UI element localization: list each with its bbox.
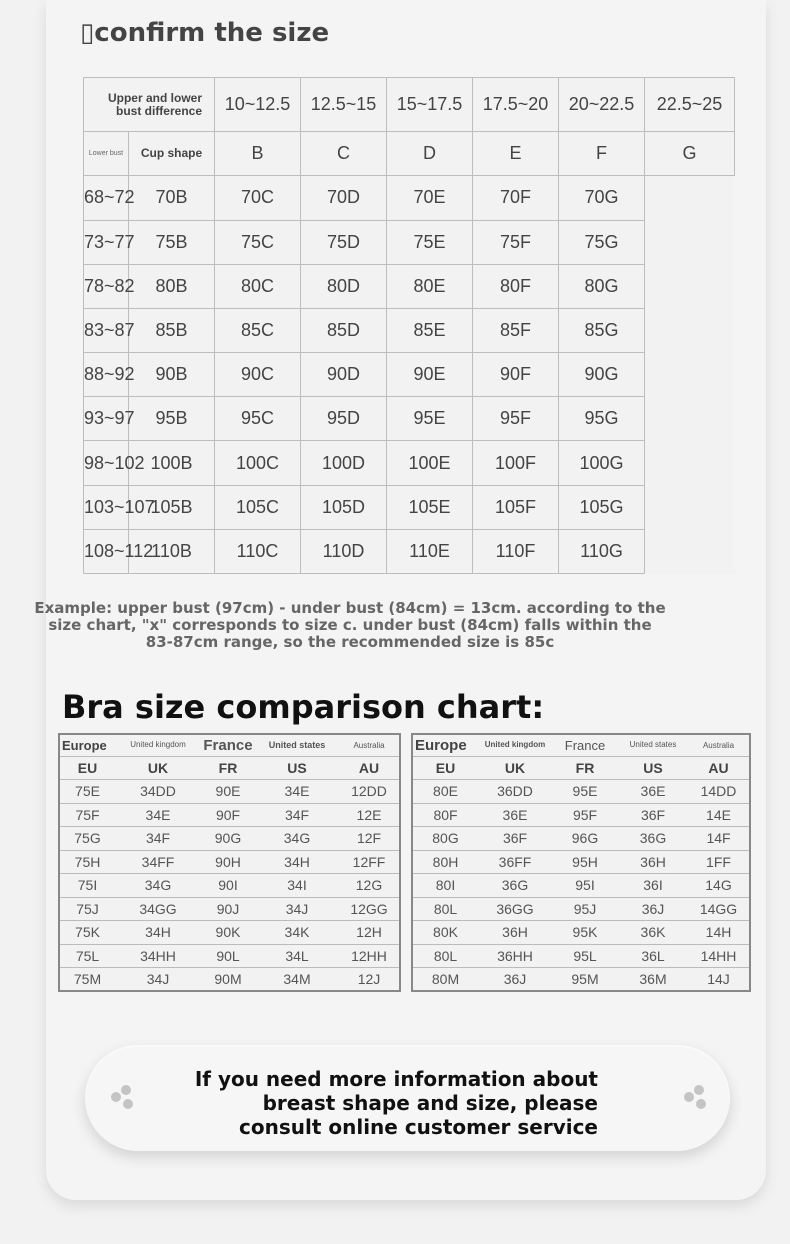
size-chart-table [83, 77, 735, 574]
comparison-cell: 12H [339, 921, 400, 945]
comparison-cell: 36G [618, 827, 688, 851]
comparison-row [412, 803, 750, 827]
comparison-table-left [58, 733, 401, 992]
country-header: United states [255, 734, 339, 756]
size-cell: 75C [215, 220, 301, 264]
comparison-cell: 12FF [339, 850, 400, 874]
comparison-cell: 34G [115, 874, 201, 898]
comparison-cell: 36FF [478, 850, 552, 874]
comparison-cell: 90K [201, 921, 255, 945]
size-cell: 100C [215, 441, 301, 485]
comparison-cell: 95K [552, 921, 618, 945]
service-line: breast shape and size, please [262, 1091, 598, 1115]
code-header: US [255, 756, 339, 780]
comparison-cell: 34H [115, 921, 201, 945]
comparison-cell: 36HH [478, 944, 552, 968]
comparison-cell: 14J [688, 968, 750, 992]
comparison-cell: 36F [478, 827, 552, 851]
comparison-cell: 34FF [115, 850, 201, 874]
comparison-cell: 36E [478, 803, 552, 827]
comparison-cell: 36L [618, 944, 688, 968]
comparison-cell: 90J [201, 897, 255, 921]
size-cell: 100G [559, 441, 645, 485]
comparison-cell: 14DD [688, 780, 750, 804]
size-cell: 110D [301, 529, 387, 573]
lower-bust-range: 68~72 [84, 176, 129, 220]
example-line: size chart, "x" corresponds to size c. under bust (84cm) falls within the [48, 616, 652, 634]
country-header: Europe [59, 734, 115, 756]
comparison-cell: 34K [255, 921, 339, 945]
comparison-row [59, 874, 400, 898]
comparison-cell: 36H [478, 921, 552, 945]
size-cell: 90G [559, 353, 645, 397]
size-cell: 95B [129, 397, 215, 441]
comparison-cell: 12F [339, 827, 400, 851]
comparison-row [412, 944, 750, 968]
size-cell: 70D [301, 176, 387, 220]
comparison-cell: 36G [478, 874, 552, 898]
lower-bust-label: Lower bust [84, 132, 129, 176]
size-row [84, 176, 735, 220]
comparison-cell: 14E [688, 803, 750, 827]
comparison-cell: 34HH [115, 944, 201, 968]
lower-bust-range: 78~82 [84, 264, 129, 308]
country-header-row [59, 734, 400, 756]
diff-range: 15~17.5 [387, 78, 473, 132]
cup-letter: G [645, 132, 735, 176]
comparison-cell: 14G [688, 874, 750, 898]
code-header-row [412, 756, 750, 780]
size-row [84, 485, 735, 529]
comparison-cell: 75K [59, 921, 115, 945]
cup-letter: D [387, 132, 473, 176]
comparison-cell: 36H [618, 850, 688, 874]
cup-letter: C [301, 132, 387, 176]
size-cell: 110G [559, 529, 645, 573]
comparison-cell: 36K [618, 921, 688, 945]
size-cell: 75D [301, 220, 387, 264]
comparison-cell: 75M [59, 968, 115, 992]
size-cell: 100E [387, 441, 473, 485]
comparison-cell: 95L [552, 944, 618, 968]
page-title: ▯confirm the size [80, 18, 330, 48]
country-header: United kingdom [115, 734, 201, 756]
diff-range: 20~22.5 [559, 78, 645, 132]
diff-range: 17.5~20 [473, 78, 559, 132]
comparison-cell: 36GG [478, 897, 552, 921]
comparison-row [412, 921, 750, 945]
code-header: AU [339, 756, 400, 780]
comparison-row [412, 780, 750, 804]
size-cell: 105B [129, 485, 215, 529]
comparison-cell: 36E [618, 780, 688, 804]
comparison-cell: 80G [412, 827, 478, 851]
lower-bust-range: 83~87 [84, 308, 129, 352]
comparison-cell: 80E [412, 780, 478, 804]
size-cell: 95E [387, 397, 473, 441]
size-cell: 80D [301, 264, 387, 308]
size-cell: 90E [387, 353, 473, 397]
country-header: Australia [688, 734, 750, 756]
cup-letter: F [559, 132, 645, 176]
comparison-cell: 12E [339, 803, 400, 827]
comparison-row [412, 968, 750, 992]
comparison-cell: 36I [618, 874, 688, 898]
size-row [84, 397, 735, 441]
code-header: EU [59, 756, 115, 780]
size-cell: 90F [473, 353, 559, 397]
comparison-cell: 34F [255, 803, 339, 827]
example-text [30, 600, 670, 651]
size-cell: 80B [129, 264, 215, 308]
comparison-cell: 34E [115, 803, 201, 827]
comparison-cell: 34G [255, 827, 339, 851]
size-cell: 70E [387, 176, 473, 220]
lower-bust-range: 93~97 [84, 397, 129, 441]
comparison-cell: 12GG [339, 897, 400, 921]
cup-letter: E [473, 132, 559, 176]
comparison-cell: 34J [115, 968, 201, 992]
comparison-cell: 95I [552, 874, 618, 898]
size-cell: 85B [129, 308, 215, 352]
size-cell: 85G [559, 308, 645, 352]
comparison-cell: 90L [201, 944, 255, 968]
service-text [195, 1067, 598, 1139]
comparison-cell: 34GG [115, 897, 201, 921]
code-header: UK [115, 756, 201, 780]
comparison-cell: 1FF [688, 850, 750, 874]
size-cell: 85C [215, 308, 301, 352]
comparison-cell: 80I [412, 874, 478, 898]
comparison-cell: 90G [201, 827, 255, 851]
comparison-cell: 36J [618, 897, 688, 921]
size-cell: 75E [387, 220, 473, 264]
comparison-cell: 34I [255, 874, 339, 898]
size-cell: 100B [129, 441, 215, 485]
comparison-cell: 90I [201, 874, 255, 898]
comparison-cell: 90H [201, 850, 255, 874]
comparison-cell: 12DD [339, 780, 400, 804]
lower-bust-range: 73~77 [84, 220, 129, 264]
comparison-table-right [411, 733, 751, 992]
diff-header-row [84, 78, 735, 132]
comparison-row [59, 944, 400, 968]
comparison-cell: 75L [59, 944, 115, 968]
code-header: EU [412, 756, 478, 780]
comparison-cell: 90M [201, 968, 255, 992]
customer-service-banner[interactable] [85, 1045, 730, 1151]
comparison-cell: 14H [688, 921, 750, 945]
comparison-row [59, 968, 400, 992]
comparison-cell: 75I [59, 874, 115, 898]
service-line: consult online customer service [239, 1115, 598, 1139]
comparison-cell: 95H [552, 850, 618, 874]
size-cell: 85D [301, 308, 387, 352]
size-row [84, 264, 735, 308]
size-cell: 95D [301, 397, 387, 441]
example-line: Example: upper bust (97cm) - under bust (84cm) = 13cm. according to the [34, 599, 666, 617]
comparison-cell: 95E [552, 780, 618, 804]
lower-bust-range: 98~102 [84, 441, 129, 485]
size-row [84, 529, 735, 573]
code-header: FR [552, 756, 618, 780]
comparison-cell: 80K [412, 921, 478, 945]
code-header: FR [201, 756, 255, 780]
cup-label: Cup shape [129, 132, 215, 176]
comparison-cell: 12G [339, 874, 400, 898]
size-cell: 70F [473, 176, 559, 220]
size-cell: 100F [473, 441, 559, 485]
comparison-row [59, 921, 400, 945]
code-header: AU [688, 756, 750, 780]
comparison-cell: 90E [201, 780, 255, 804]
comparison-cell: 80H [412, 850, 478, 874]
country-header: France [201, 734, 255, 756]
comparison-cell: 95F [552, 803, 618, 827]
comparison-title: Bra size comparison chart: [62, 688, 545, 726]
size-cell: 95G [559, 397, 645, 441]
comparison-cell: 80F [412, 803, 478, 827]
country-header: Europe [412, 734, 478, 756]
comparison-cell: 34L [255, 944, 339, 968]
size-cell: 95C [215, 397, 301, 441]
country-header: France [552, 734, 618, 756]
size-cell: 110E [387, 529, 473, 573]
size-cell: 90B [129, 353, 215, 397]
comparison-cell: 34J [255, 897, 339, 921]
size-cell: 70C [215, 176, 301, 220]
comparison-cell: 75H [59, 850, 115, 874]
dots-icon [111, 1085, 135, 1113]
size-cell: 110C [215, 529, 301, 573]
comparison-cell: 34E [255, 780, 339, 804]
size-cell: 105E [387, 485, 473, 529]
dots-icon [684, 1085, 708, 1113]
comparison-row [412, 874, 750, 898]
size-row [84, 353, 735, 397]
size-cell: 110F [473, 529, 559, 573]
size-cell: 95F [473, 397, 559, 441]
size-cell: 90C [215, 353, 301, 397]
lower-bust-range: 103~107 [84, 485, 129, 529]
size-cell: 75G [559, 220, 645, 264]
size-row [84, 220, 735, 264]
comparison-cell: 75J [59, 897, 115, 921]
comparison-cell: 95M [552, 968, 618, 992]
comparison-row [59, 897, 400, 921]
comparison-cell: 36F [618, 803, 688, 827]
comparison-cell: 12J [339, 968, 400, 992]
comparison-cell: 80L [412, 944, 478, 968]
comparison-cell: 34H [255, 850, 339, 874]
country-header: Australia [339, 734, 400, 756]
example-line: 83-87cm range, so the recommended size is 85c [145, 633, 555, 651]
size-cell: 75F [473, 220, 559, 264]
country-header-row [412, 734, 750, 756]
size-cell: 105F [473, 485, 559, 529]
comparison-cell: 36M [618, 968, 688, 992]
diff-range: 10~12.5 [215, 78, 301, 132]
comparison-row [59, 803, 400, 827]
comparison-row [412, 827, 750, 851]
size-row [84, 441, 735, 485]
size-cell: 110B [129, 529, 215, 573]
size-cell: 85F [473, 308, 559, 352]
comparison-row [59, 827, 400, 851]
size-cell: 105D [301, 485, 387, 529]
size-row [84, 308, 735, 352]
comparison-cell: 14HH [688, 944, 750, 968]
code-header: US [618, 756, 688, 780]
comparison-cell: 34DD [115, 780, 201, 804]
comparison-cell: 75F [59, 803, 115, 827]
size-cell: 85E [387, 308, 473, 352]
comparison-cell: 36DD [478, 780, 552, 804]
comparison-cell: 80M [412, 968, 478, 992]
comparison-cell: 80L [412, 897, 478, 921]
size-cell: 90D [301, 353, 387, 397]
comparison-cell: 14GG [688, 897, 750, 921]
diff-range: 12.5~15 [301, 78, 387, 132]
comparison-cell: 36J [478, 968, 552, 992]
code-header-row [59, 756, 400, 780]
comparison-cell: 34F [115, 827, 201, 851]
comparison-cell: 96G [552, 827, 618, 851]
cup-row [84, 132, 735, 176]
service-line: If you need more information about [194, 1067, 598, 1091]
country-header: United states [618, 734, 688, 756]
country-header: United kingdom [478, 734, 552, 756]
comparison-row [412, 897, 750, 921]
size-cell: 105G [559, 485, 645, 529]
comparison-cell: 12HH [339, 944, 400, 968]
code-header: UK [478, 756, 552, 780]
comparison-row [59, 850, 400, 874]
comparison-cell: 95J [552, 897, 618, 921]
comparison-row [412, 850, 750, 874]
diff-range: 22.5~25 [645, 78, 735, 132]
comparison-row [59, 780, 400, 804]
comparison-cell: 75G [59, 827, 115, 851]
lower-bust-range: 88~92 [84, 353, 129, 397]
size-cell: 100D [301, 441, 387, 485]
comparison-cell: 75E [59, 780, 115, 804]
size-cell: 70G [559, 176, 645, 220]
corner-label: Upper and lower bust difference [84, 78, 215, 132]
size-cell: 70B [129, 176, 215, 220]
size-cell: 80C [215, 264, 301, 308]
comparison-cell: 34M [255, 968, 339, 992]
size-cell: 80G [559, 264, 645, 308]
size-cell: 80F [473, 264, 559, 308]
comparison-cell: 14F [688, 827, 750, 851]
size-cell: 75B [129, 220, 215, 264]
cup-letter: B [215, 132, 301, 176]
size-cell: 105C [215, 485, 301, 529]
size-cell: 80E [387, 264, 473, 308]
lower-bust-range: 108~112 [84, 529, 129, 573]
comparison-cell: 90F [201, 803, 255, 827]
